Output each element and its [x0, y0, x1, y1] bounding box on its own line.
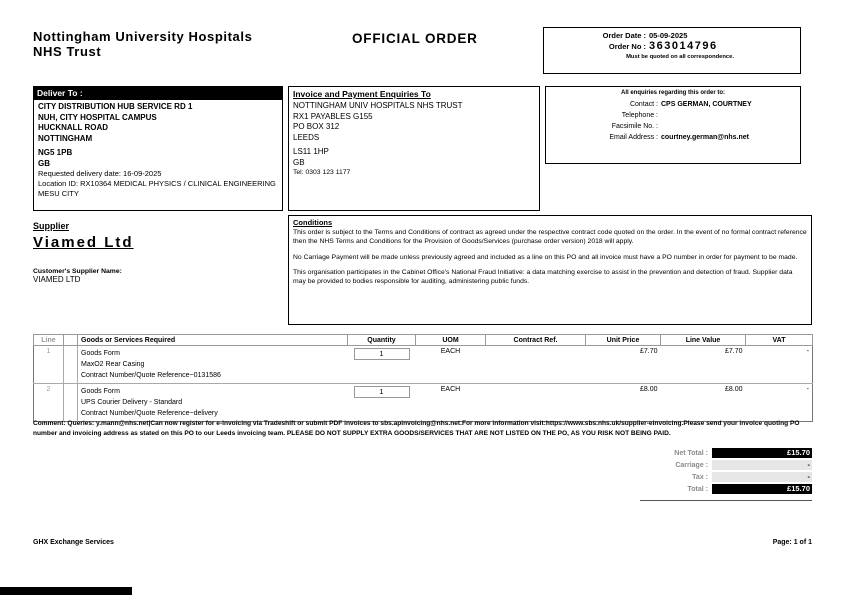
- order-enquiries-title: All enquiries regarding this order to:: [620, 90, 725, 96]
- bottom-bar: [0, 587, 132, 595]
- quantity-box: 1: [354, 348, 410, 360]
- email-value: courtney.german@nhs.net: [661, 134, 749, 141]
- header-unit-price: Unit Price: [586, 335, 661, 346]
- invoice-address-line: RX1 PAYABLES G155: [293, 111, 373, 121]
- deliver-address-line: CITY DISTRIBUTION HUB SERVICE RD 1: [38, 102, 193, 111]
- header-contract-ref: Contract Ref.: [486, 335, 586, 346]
- deliver-address-line: HUCKNALL ROAD: [38, 123, 109, 132]
- header-line: Line: [34, 335, 64, 346]
- row-line-number: 1: [34, 346, 64, 384]
- table-row: [34, 384, 813, 422]
- deliver-address-line: NOTTINGHAM: [38, 133, 93, 143]
- order-reference-box: [543, 27, 801, 74]
- location-id: Location ID: RX10364 MEDICAL PHYSICS / CLINICAL ENGINEERING MESU CITY: [38, 179, 276, 198]
- facsimile-label: Facsimile No. :: [611, 123, 658, 130]
- order-items-table: [33, 334, 813, 422]
- row-line-number: 2: [34, 384, 64, 422]
- row-vat: -: [746, 346, 813, 384]
- invoice-telephone: Tel: 0303 123 1177: [293, 169, 351, 176]
- carriage-value: -: [712, 460, 812, 470]
- supplier-title: Supplier: [33, 221, 70, 231]
- row-contract-ref: [486, 346, 586, 384]
- order-no-value: 363014796: [649, 40, 718, 52]
- row-contract-ref: [486, 384, 586, 422]
- supplier-section: [33, 221, 283, 284]
- footer-page-number: Page: 1 of 1: [772, 539, 812, 546]
- order-note: Must be quoted on all correspondence.: [626, 54, 734, 60]
- order-date-label: Order Date :: [602, 31, 646, 40]
- row-spacer: [64, 346, 78, 384]
- description-line: Contract Number/Quote Reference~0131586: [81, 372, 221, 379]
- email-label: Email Address :: [609, 134, 658, 141]
- footer-service-name: GHX Exchange Services: [33, 539, 114, 546]
- invoice-postcode: LS11 1HP: [293, 147, 329, 156]
- invoice-enquiries-box: [288, 86, 540, 211]
- document-title: OFFICIAL ORDER: [352, 31, 478, 46]
- tax-value: -: [712, 472, 812, 482]
- conditions-paragraph: This organisation participates in the Cabinet Office's National Fraud Initiative: a data matching exercise to assist in the prevention and detection of fraud. Supplier data may be provided to bodies responsible for auditing, administering public funds.: [293, 269, 793, 286]
- net-total-value: £15.70: [712, 448, 812, 458]
- description-line: Goods Form: [81, 350, 120, 357]
- net-total-label: Net Total :: [674, 449, 708, 457]
- deliver-to-box: [33, 86, 283, 211]
- row-uom: EACH: [416, 384, 486, 422]
- row-spacer: [64, 384, 78, 422]
- tax-label: Tax :: [692, 473, 708, 481]
- comment-text: Comment: Queries: y.mann@nhs.net|Can now register for e-Invoicing via Tradeshift or submit PDF invoices to sbs.apinvoicing@nhs.net.For more information visit:https://www.sbs.nhs.uk/supplier-einvoicing.Please send your invoice quoting PO number and invoicing address as stated on this PO to our Leeds invoicing team. PLEASE DO NOT SUPPLY EXTRA GOODS/SERVICES THAT ARE NOT LISTED ON THE PO, AS YOU RISK NOT BEING PAID.: [33, 420, 800, 437]
- conditions-title: Conditions: [293, 218, 333, 227]
- description-line: Contract Number/Quote Reference~delivery: [81, 410, 218, 417]
- order-enquiries-box: [545, 86, 801, 164]
- table-header-row: [34, 335, 813, 346]
- contact-label: Contact :: [629, 101, 658, 108]
- description-line: MaxO2 Rear Casing: [81, 361, 145, 368]
- header-goods: Goods or Services Required: [78, 335, 348, 346]
- customer-supplier-name: VIAMED LTD: [33, 275, 81, 284]
- invoice-address-line: PO BOX 312: [293, 122, 340, 131]
- row-quantity-cell: [348, 346, 416, 384]
- header-uom: UOM: [416, 335, 486, 346]
- row-line-value: £8.00: [661, 384, 746, 422]
- row-uom: EACH: [416, 346, 486, 384]
- supplier-name: Viamed Ltd: [33, 234, 134, 251]
- conditions-paragraph: No Carriage Payment will be made unless previously agreed and included as a line on this PO and all invoice must have a PO number in order for payment to be made.: [293, 253, 798, 261]
- description-line: UPS Courier Delivery - Standard: [81, 399, 183, 406]
- deliver-to-title: Deliver To :: [34, 87, 282, 100]
- order-no-label: Order No :: [608, 42, 646, 51]
- organisation-name-line1: Nottingham University Hospitals: [33, 29, 253, 44]
- carriage-label: Carriage :: [675, 461, 708, 469]
- row-line-value: £7.70: [661, 346, 746, 384]
- header-spacer: [64, 335, 78, 346]
- header-line-value: Line Value: [661, 335, 746, 346]
- invoice-country: GB: [293, 157, 305, 167]
- order-date-value: 05-09-2025: [649, 31, 688, 40]
- organisation-name: [33, 29, 313, 59]
- totals-section: [640, 448, 812, 501]
- deliver-postcode: NG5 1PB: [38, 148, 73, 157]
- telephone-label: Telephone :: [621, 112, 658, 119]
- quantity-box: 1: [354, 386, 410, 398]
- row-vat: -: [746, 384, 813, 422]
- table-row: [34, 346, 813, 384]
- row-description: [78, 346, 348, 384]
- contact-value: CPS GERMAN, COURTNEY: [661, 101, 752, 108]
- row-quantity-cell: [348, 384, 416, 422]
- row-description: [78, 384, 348, 422]
- row-unit-price: £8.00: [586, 384, 661, 422]
- total-label: Total :: [687, 485, 708, 493]
- header-quantity: Quantity: [348, 335, 416, 346]
- conditions-box: [288, 215, 812, 325]
- conditions-paragraph: This order is subject to the Terms and Conditions of contract as agreed under the respective contract code quoted on the order. In the event of no formal contract reference then the NHS Terms and Conditions for the Provision of Goods/Services (purchase order version) 2018 will apply.: [293, 229, 807, 245]
- row-unit-price: £7.70: [586, 346, 661, 384]
- organisation-name-line2: NHS Trust: [33, 44, 102, 59]
- customer-supplier-label: Customer's Supplier Name:: [33, 268, 122, 275]
- total-value: £15.70: [712, 484, 812, 494]
- invoice-address-line: NOTTINGHAM UNIV HOSPITALS NHS TRUST: [293, 101, 463, 110]
- invoice-enquiries-title: Invoice and Payment Enquiries To: [293, 89, 431, 99]
- deliver-address-line: NUH, CITY HOSPITAL CAMPUS: [38, 112, 157, 122]
- deliver-country: GB: [38, 158, 50, 168]
- requested-delivery-date: Requested delivery date: 16-09-2025: [38, 169, 162, 178]
- description-line: Goods Form: [81, 388, 120, 395]
- invoice-address-line: LEEDS: [293, 132, 320, 142]
- header-vat: VAT: [746, 335, 813, 346]
